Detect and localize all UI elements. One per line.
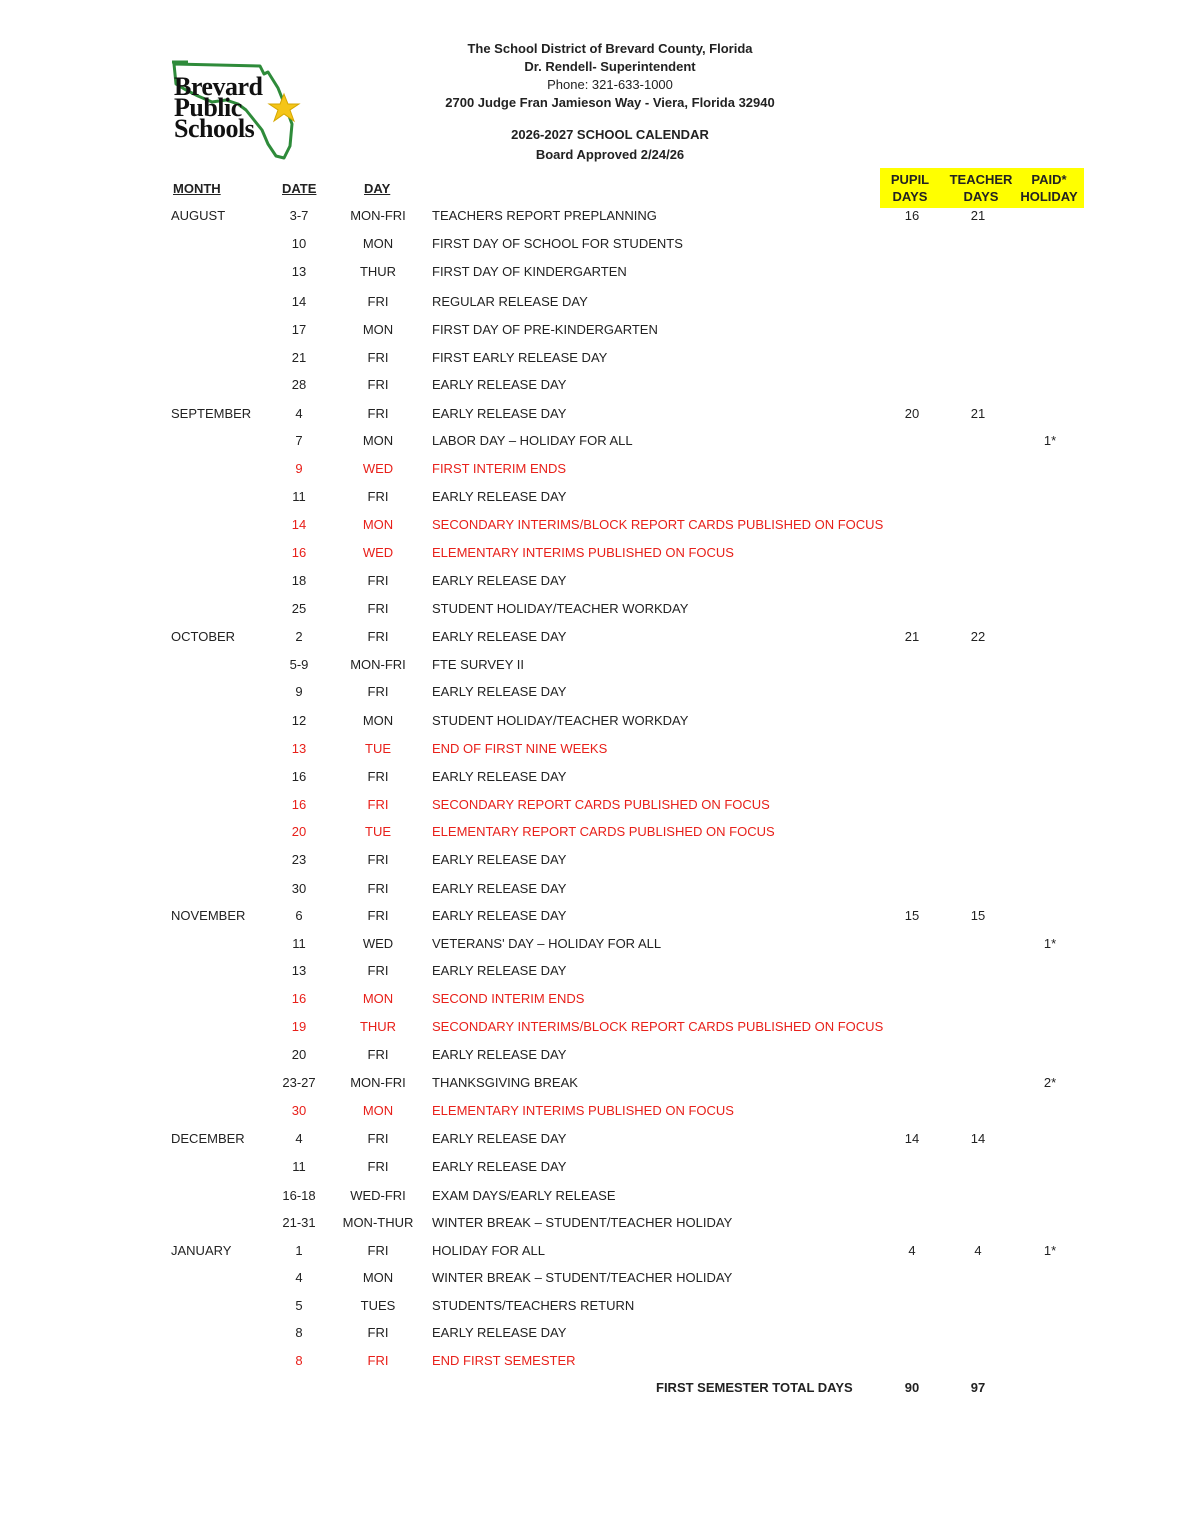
row-event: ELEMENTARY INTERIMS PUBLISHED ON FOCUS [432,1103,734,1118]
row-day: FRI [367,881,389,896]
row-event: EARLY RELEASE DAY [432,963,567,978]
teacher-header-line-1: TEACHER [949,172,1013,187]
row-date: 16 [291,991,307,1006]
row-date: 21 [291,350,307,365]
row-pupil: 4 [908,1243,916,1258]
row-month: NOVEMBER [171,908,246,923]
row-event: ELEMENTARY REPORT CARDS PUBLISHED ON FOCUS [432,824,775,839]
row-day: WED [362,936,394,951]
row-day: FRI [367,1243,389,1258]
row-event: FIRST DAY OF SCHOOL FOR STUDENTS [432,236,683,251]
row-date: 13 [291,963,307,978]
row-event: LABOR DAY – HOLIDAY FOR ALL [432,433,633,448]
calendar-row [0,601,1187,621]
calendar-row [0,1188,1187,1208]
row-teacher: 15 [970,908,986,923]
row-date: 5-9 [289,657,309,672]
row-day: MON [362,517,394,532]
calendar-row [0,264,1187,284]
calendar-row [0,294,1187,314]
row-paid: 1* [1043,433,1057,448]
row-date: 18 [291,573,307,588]
row-day: FRI [367,1353,389,1368]
phone-number: Phone: 321-633-1000 [547,77,673,92]
pupil-header-line-1: PUPIL [890,172,930,187]
calendar-row [0,545,1187,565]
row-day: MON [362,236,394,251]
row-event: EARLY RELEASE DAY [432,377,567,392]
row-date: 8 [295,1325,303,1340]
calendar-row [0,1075,1187,1095]
calendar-row [0,489,1187,509]
calendar-row [0,1270,1187,1290]
row-event: TEACHERS REPORT PREPLANNING [432,208,657,223]
pupil-header-line-2: DAYS [892,189,928,204]
row-pupil: 16 [904,208,920,223]
row-date: 14 [291,294,307,309]
row-event: END FIRST SEMESTER [432,1353,576,1368]
row-paid: 1* [1043,1243,1057,1258]
row-day: FRI [367,350,389,365]
calendar-row [0,908,1187,928]
row-date: 16 [291,545,307,560]
row-date: 13 [291,264,307,279]
calendar-row [0,713,1187,733]
row-day: WED [362,461,394,476]
row-day: FRI [367,573,389,588]
calendar-row [0,797,1187,817]
row-event: FIRST DAY OF PRE-KINDERGARTEN [432,322,658,337]
row-day: FRI [367,963,389,978]
row-event: EARLY RELEASE DAY [432,684,567,699]
row-date: 14 [291,517,307,532]
row-date: 11 [292,489,306,504]
calendar-row [0,1103,1187,1123]
teacher-header-line-2: DAYS [963,189,999,204]
row-day: MON [362,1103,394,1118]
calendar-row [0,1325,1187,1345]
row-teacher: 4 [974,1243,982,1258]
row-date: 8 [295,1353,303,1368]
row-day: MON [362,322,394,337]
row-date: 13 [291,741,307,756]
paid-header-line-1: PAID* [1031,172,1067,187]
district-name: The School District of Brevard County, Florida [467,41,753,56]
day-column-header: DAY [364,181,391,196]
row-date: 30 [291,1103,307,1118]
row-event: VETERANS' DAY – HOLIDAY FOR ALL [432,936,662,951]
row-date: 11 [292,1159,306,1174]
row-date: 10 [291,236,307,251]
calendar-row [0,1047,1187,1067]
calendar-row [0,433,1187,453]
row-event: EXAM DAYS/EARLY RELEASE [432,1188,616,1203]
row-event: FIRST DAY OF KINDERGARTEN [432,264,627,279]
row-event: EARLY RELEASE DAY [432,489,567,504]
row-day: FRI [367,769,389,784]
row-date: 16 [291,769,307,784]
row-day: TUE [365,741,391,756]
row-date: 1 [295,1243,303,1258]
row-day: FRI [367,377,389,392]
calendar-row [0,1159,1187,1179]
row-teacher: 21 [970,406,986,421]
calendar-row [0,1131,1187,1151]
semester-total-label: FIRST SEMESTER TOTAL DAYS [656,1380,853,1395]
calendar-row [0,684,1187,704]
row-day: FRI [367,908,389,923]
calendar-row [0,824,1187,844]
row-day: FRI [367,684,389,699]
row-day: FRI [367,1131,389,1146]
row-date: 4 [295,1131,303,1146]
row-date: 5 [295,1298,303,1313]
row-event: REGULAR RELEASE DAY [432,294,588,309]
row-event: THANKSGIVING BREAK [432,1075,578,1090]
row-event: EARLY RELEASE DAY [432,1047,567,1062]
row-date: 21-31 [282,1215,316,1230]
row-month: OCTOBER [171,629,236,644]
logo-line-1: Brevard [174,72,263,101]
calendar-row [0,517,1187,537]
row-event: STUDENT HOLIDAY/TEACHER WORKDAY [432,713,689,728]
row-date: 30 [291,881,307,896]
row-date: 4 [295,1270,303,1285]
calendar-row [0,769,1187,789]
calendar-title: 2026-2027 SCHOOL CALENDAR [511,127,709,142]
row-day: TUES [360,1298,396,1313]
row-pupil: 14 [904,1131,920,1146]
row-day: WED [362,545,394,560]
row-day: FRI [367,1325,389,1340]
row-event: ELEMENTARY INTERIMS PUBLISHED ON FOCUS [432,545,734,560]
calendar-row [0,852,1187,872]
district-address: 2700 Judge Fran Jamieson Way - Viera, Florida 32940 [445,95,775,110]
calendar-row [0,657,1187,677]
row-day: MON [362,991,394,1006]
row-date: 11 [292,936,306,951]
row-event: STUDENT HOLIDAY/TEACHER WORKDAY [432,601,689,616]
row-event: EARLY RELEASE DAY [432,1131,567,1146]
row-event: EARLY RELEASE DAY [432,769,567,784]
calendar-row [0,461,1187,481]
row-event: FTE SURVEY II [432,657,524,672]
row-event: WINTER BREAK – STUDENT/TEACHER HOLIDAY [432,1270,733,1285]
row-day: FRI [367,489,389,504]
row-day: MON [362,1270,394,1285]
calendar-row [0,1215,1187,1235]
row-event: EARLY RELEASE DAY [432,1159,567,1174]
row-day: MON [362,433,394,448]
row-month: AUGUST [171,208,226,223]
row-date: 23-27 [282,1075,316,1090]
row-day: THUR [359,1019,397,1034]
row-date: 2 [295,629,303,644]
row-day: MON-FRI [350,657,406,672]
superintendent-name: Dr. Rendell- Superintendent [524,59,696,74]
row-teacher: 22 [970,629,986,644]
row-day: MON-THUR [342,1215,414,1230]
row-day: THUR [359,264,397,279]
row-paid: 1* [1043,936,1057,951]
calendar-row [0,322,1187,342]
row-event: SECONDARY INTERIMS/BLOCK REPORT CARDS PUBLISHED ON FOCUS [432,1019,884,1034]
month-column-header: MONTH [173,181,221,196]
row-date: 6 [295,908,303,923]
row-pupil: 15 [904,908,920,923]
calendar-row [0,236,1187,256]
row-day: FRI [367,797,389,812]
calendar-row [0,1353,1187,1373]
row-date: 28 [291,377,307,392]
row-date: 20 [291,824,307,839]
row-event: HOLIDAY FOR ALL [432,1243,545,1258]
row-date: 16 [291,797,307,812]
row-date: 4 [295,406,303,421]
row-day: MON-FRI [350,208,406,223]
row-paid: 2* [1043,1075,1057,1090]
row-event: EARLY RELEASE DAY [432,406,567,421]
row-teacher: 21 [970,208,986,223]
semester-total-pupil: 90 [904,1380,920,1395]
row-event: EARLY RELEASE DAY [432,881,567,896]
calendar-row [0,350,1187,370]
row-date: 23 [291,852,307,867]
row-event: EARLY RELEASE DAY [432,629,567,644]
row-month: SEPTEMBER [171,406,252,421]
row-day: FRI [367,406,389,421]
calendar-row [0,629,1187,649]
board-approved-date: Board Approved 2/24/26 [535,147,685,162]
calendar-row [0,991,1187,1011]
row-date: 12 [291,713,307,728]
row-day: MON [362,713,394,728]
row-event: SECONDARY INTERIMS/BLOCK REPORT CARDS PUBLISHED ON FOCUS [432,517,884,532]
calendar-row [0,1019,1187,1039]
row-date: 25 [291,601,307,616]
row-date: 9 [295,684,303,699]
row-event: FIRST INTERIM ENDS [432,461,567,476]
row-event: EARLY RELEASE DAY [432,1325,567,1340]
row-date: 3-7 [289,208,309,223]
calendar-row [0,208,1187,228]
calendar-row [0,1243,1187,1263]
row-day: FRI [367,601,389,616]
row-event: END OF FIRST NINE WEEKS [432,741,608,756]
calendar-row [0,1298,1187,1318]
row-day: FRI [367,1047,389,1062]
logo-line-3: Schools [174,114,255,143]
calendar-row [0,936,1187,956]
row-event: SECONDARY REPORT CARDS PUBLISHED ON FOCUS [432,797,770,812]
calendar-row [0,377,1187,397]
row-event: STUDENTS/TEACHERS RETURN [432,1298,635,1313]
row-day: WED-FRI [350,1188,406,1203]
row-teacher: 14 [970,1131,986,1146]
row-day: FRI [367,294,389,309]
row-month: DECEMBER [171,1131,245,1146]
row-event: SECOND INTERIM ENDS [432,991,585,1006]
row-pupil: 21 [904,629,920,644]
row-day: FRI [367,852,389,867]
row-day: FRI [367,1159,389,1174]
calendar-row [0,963,1187,983]
row-date: 16-18 [282,1188,316,1203]
row-day: FRI [367,629,389,644]
semester-total-teacher: 97 [970,1380,986,1395]
calendar-row [0,406,1187,426]
row-day: TUE [365,824,391,839]
row-day: MON-FRI [350,1075,406,1090]
paid-header-line-2: HOLIDAY [1020,189,1078,204]
calendar-row [0,881,1187,901]
calendar-row [0,741,1187,761]
row-date: 9 [295,461,303,476]
row-event: EARLY RELEASE DAY [432,908,567,923]
row-date: 17 [291,322,307,337]
row-event: EARLY RELEASE DAY [432,852,567,867]
row-pupil: 20 [904,406,920,421]
row-date: 19 [291,1019,307,1034]
calendar-row [0,573,1187,593]
row-month: JANUARY [171,1243,232,1258]
date-column-header: DATE [282,181,317,196]
row-date: 7 [295,433,303,448]
logo-line-2: Public [174,93,242,122]
row-event: EARLY RELEASE DAY [432,573,567,588]
row-event: FIRST EARLY RELEASE DAY [432,350,608,365]
row-event: WINTER BREAK – STUDENT/TEACHER HOLIDAY [432,1215,733,1230]
row-date: 20 [291,1047,307,1062]
